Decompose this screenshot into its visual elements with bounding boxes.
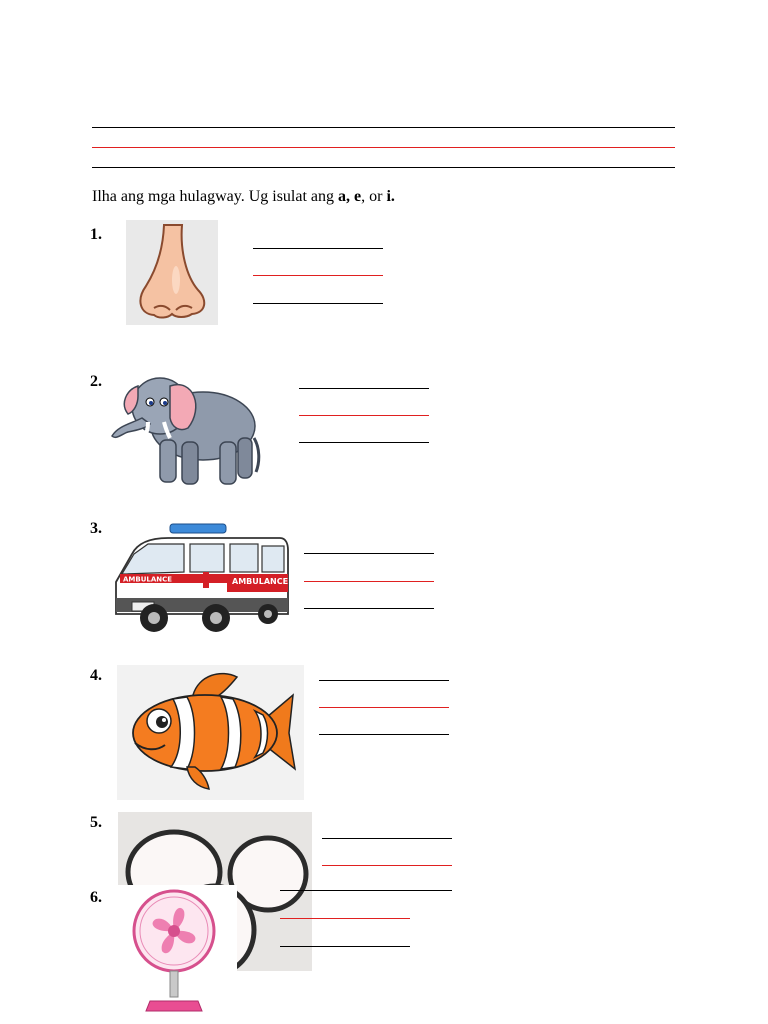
answer-line-4c[interactable] — [319, 734, 449, 735]
answer-line-6b[interactable] — [280, 918, 410, 919]
guide-line-bottom — [92, 167, 675, 168]
answer-line-5a[interactable] — [322, 838, 452, 839]
guide-line-top — [92, 127, 675, 128]
answer-line-5b[interactable] — [322, 865, 452, 866]
item-number-6: 6. — [90, 889, 102, 906]
answer-line-3a[interactable] — [304, 553, 434, 554]
answer-line-4b[interactable] — [319, 707, 449, 708]
answer-line-3c[interactable] — [304, 608, 434, 609]
answer-line-2c[interactable] — [299, 442, 429, 443]
item-number-5: 5. — [90, 814, 102, 831]
ambulance-label-right: AMBULANCE — [232, 577, 289, 586]
item-number-1: 1. — [90, 226, 102, 243]
option-i: i. — [386, 188, 395, 205]
option-e: e — [354, 188, 362, 205]
item-number-2: 2. — [90, 373, 102, 390]
electric-fan-picture — [110, 885, 237, 1017]
elephant-picture — [108, 368, 268, 490]
nose-picture — [126, 220, 218, 325]
answer-line-1c[interactable] — [253, 303, 383, 304]
item-number-4: 4. — [90, 667, 102, 684]
answer-line-4a[interactable] — [319, 680, 449, 681]
answer-line-6c[interactable] — [280, 946, 410, 947]
guide-line-middle — [92, 147, 675, 148]
instructions-text: Ilha ang mga hulagway. Ug isulat ang — [92, 188, 339, 205]
answer-line-6a[interactable] — [280, 890, 452, 891]
instructions-separator: , or — [361, 188, 387, 205]
fish-picture — [117, 665, 304, 800]
answer-line-2a[interactable] — [299, 388, 429, 389]
option-a: a, — [338, 188, 351, 205]
instructions — [92, 188, 395, 206]
answer-line-1a[interactable] — [253, 248, 383, 249]
item-number-3: 3. — [90, 520, 102, 537]
answer-line-3b[interactable] — [304, 581, 434, 582]
ambulance-picture — [112, 522, 290, 636]
ambulance-label-left: AMBULANCE — [123, 575, 173, 584]
answer-line-1b[interactable] — [253, 275, 383, 276]
answer-line-2b[interactable] — [299, 415, 429, 416]
